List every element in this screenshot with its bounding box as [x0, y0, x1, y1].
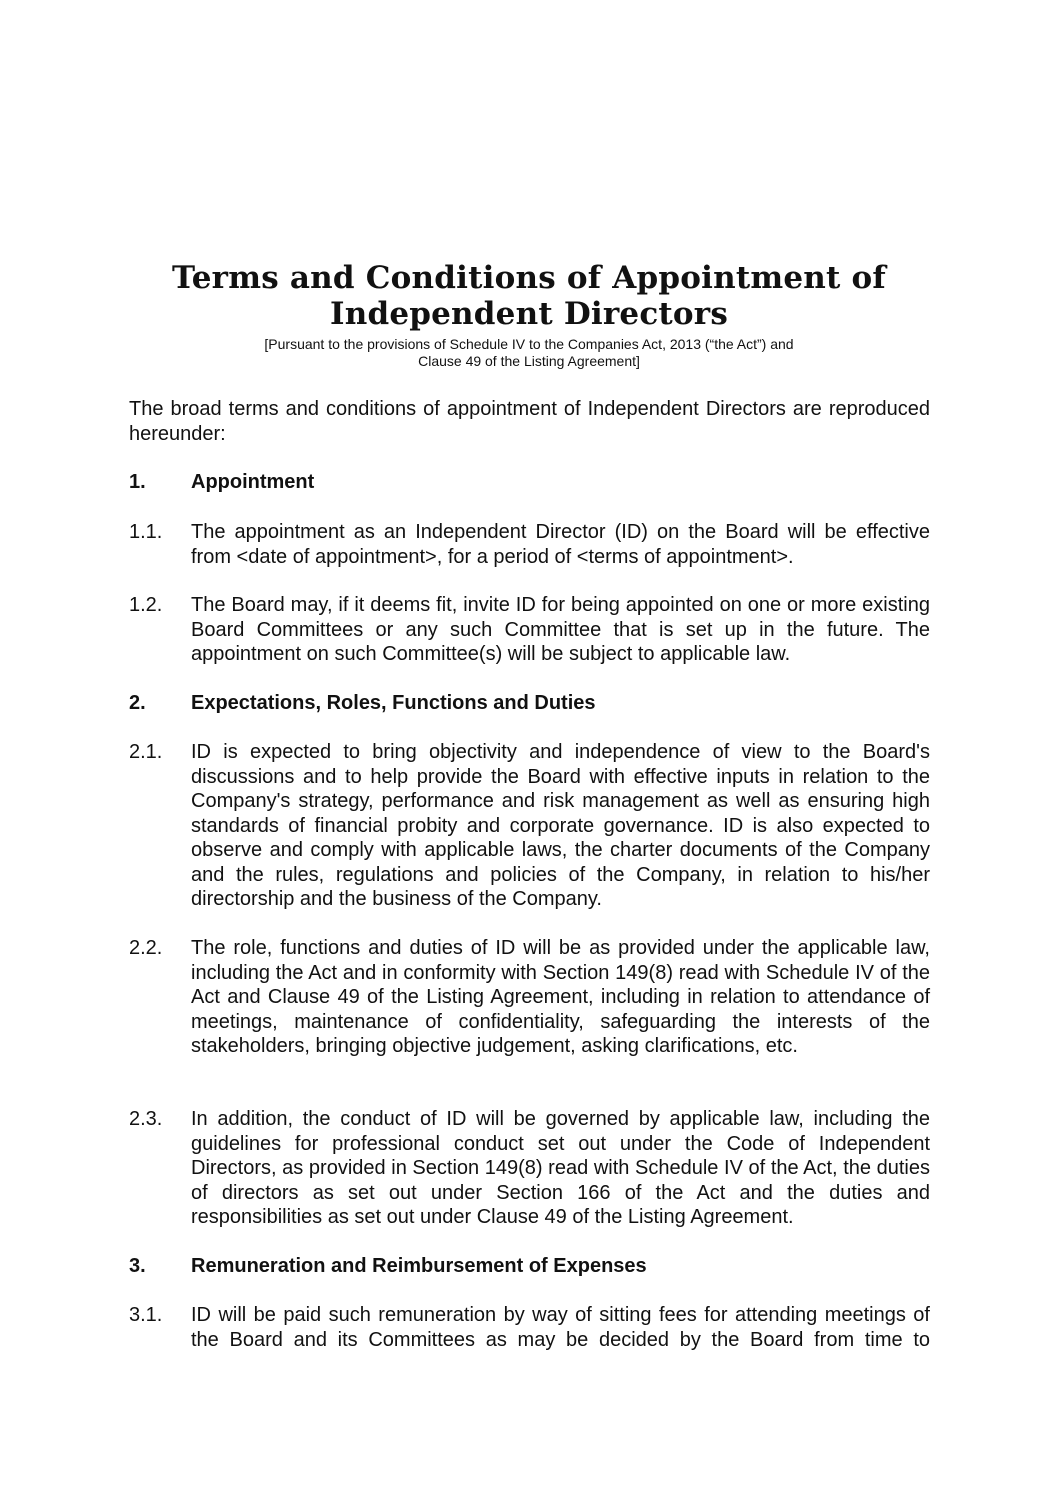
intro-paragraph: The broad terms and conditions of appointment of Independent Directors are reproduced hereunder: — [129, 398, 930, 445]
document-title-line-1: Terms and Conditions of Appointment of — [172, 260, 886, 296]
section-number: 2. — [129, 692, 146, 714]
clause-text: In addition, the conduct of ID will be governed by applicable law, including the guidelines for professional conduct set out under the Code of Independent Directors, as provided in Section 149(8) read with Schedule IV of the Act, the duties of directors as set out under Section 166 of the Act and the duties and responsibilities as set out under Clause 49 of the Listing Agreement. — [191, 1108, 930, 1228]
document-title-line-2: Independent Directors — [330, 296, 728, 332]
clause-text: The Board may, if it deems fit, invite ID for being appointed on one or more existing Board Committees or any such Committee that is set up in the future. The appointment on such Committee(s) will be subject to applicable law. — [191, 594, 930, 665]
section-number: 1. — [129, 471, 146, 493]
document-subtitle-line-1: [Pursuant to the provisions of Schedule IV to the Companies Act, 2013 (“the Act”) and — [264, 336, 794, 352]
section-title: Appointment — [191, 471, 315, 493]
clause-text: The appointment as an Independent Director (ID) on the Board will be effective from <date of appointment>, for a period of <terms of appointment>. — [191, 521, 930, 568]
clause-number: 2.1. — [129, 741, 163, 763]
clause-number: 1.1. — [129, 521, 163, 543]
clause-number: 1.2. — [129, 594, 163, 616]
clause-number: 3.1. — [129, 1304, 163, 1326]
clause-text: ID is expected to bring objectivity and independence of view to the Board's discussions and to help provide the Board with effective inputs in relation to the Company's strategy, performance and risk management as well as ensuring high standards of financial probity and corporate governance. ID is also expected to observe and comply with applicable laws, the charter documents of the Company and the rules, regulations and policies of the Company, in relation to his/her directorship and the business of the Company. — [191, 741, 930, 910]
clause-text: ID will be paid such remuneration by way of sitting fees for attending meetings of the Board and its Committees as may be decided by the Board from time to — [191, 1304, 930, 1351]
clause-text: The role, functions and duties of ID will be as provided under the applicable law, including the Act and in conformity with Section 149(8) read with Schedule IV of the Act and Clause 49 of the Listing Agreement, including in relation to attendance of meetings, maintenance of confidentiality, safeguarding the interests of the stakeholders, bringing objective judgement, asking clarifications, etc. — [191, 937, 930, 1057]
document-subtitle-line-2: Clause 49 of the Listing Agreement] — [418, 353, 640, 369]
clause-number: 2.3. — [129, 1108, 163, 1130]
clause-number: 2.2. — [129, 937, 163, 959]
section-title: Remuneration and Reimbursement of Expenses — [191, 1255, 647, 1277]
section-number: 3. — [129, 1255, 146, 1277]
section-title: Expectations, Roles, Functions and Duties — [191, 692, 596, 714]
